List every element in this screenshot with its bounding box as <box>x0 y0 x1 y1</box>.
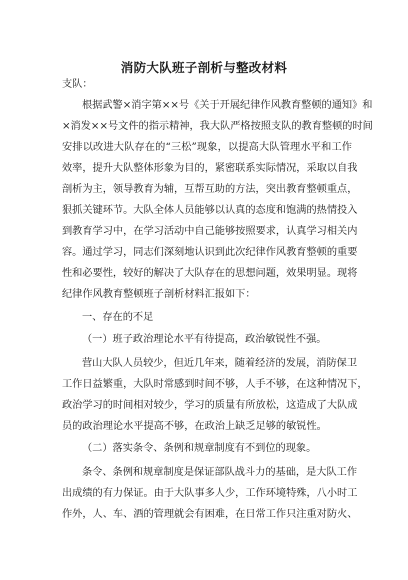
body-line: 出成绩的有力保证。由于大队事多人少，工作环境特殊，八小时工 <box>62 488 358 499</box>
body-line: 条令、条例和规章制度是保证部队战斗力的基础，是大队工作 <box>82 467 358 478</box>
body-line: 纪律作风教育整顿班子剖析材料汇报如下： <box>62 289 256 300</box>
document-title: 消防大队班子剖析与整改材料 <box>120 60 288 75</box>
body-line: 性和必要性，较好的解决了大队存在的思想问题，效果明显。现将 <box>62 268 358 279</box>
subsection-heading: （一）班子政治理论水平有待提高，政治敏锐性不强。 <box>82 334 327 345</box>
subsection-heading: （二）落实条令、条例和规章制度有不到位的现象。 <box>82 443 317 454</box>
body-line: 安排以改进大队存在的“三松”现象，以提高大队管理水平和工作 <box>62 142 352 153</box>
body-line: 作外，人、车、酒的管理就会有困难，在日常工作只注重对防火、 <box>62 509 358 520</box>
body-line: 狠抓关键环节。大队全体人员能够以认真的态度和饱满的热情投入 <box>62 205 358 216</box>
body-line: ×消发××号文件的指示精神，我大队严格按照支队的教育整顿的时间 <box>62 121 373 132</box>
salutation: 支队： <box>62 79 93 90</box>
body-line: 容。通过学习，同志们深刻地认识到此次纪律作风教育整顿的重要 <box>62 247 358 258</box>
body-line: 到教育学习中，在学习活动中自己能够按照要求，认真学习相关内 <box>62 226 358 237</box>
body-line: 剖析为主，领导教育为辅，互帮互助的方法，突出教育整顿重点， <box>62 184 358 195</box>
body-line: 政治学习的时间相对较少，学习的质量有所放松，这造成了大队成 <box>62 400 358 411</box>
body-line: 效率，提升大队整体形象为目的，紧密联系实际情况，采取以自我 <box>62 163 358 174</box>
body-line: 营山大队人员较少，但近几年来，随着经济的发展，消防保卫 <box>82 358 358 369</box>
body-line: 工作日益繁重，大队时常感到时间不够，人手不够，在这种情况下， <box>62 379 368 390</box>
section-heading: 一、存在的不足 <box>82 312 154 323</box>
body-line: 根据武警×消字第××号《关于开展纪律作风教育整顿的通知》和 <box>82 100 373 111</box>
body-line: 员的政治理论水平提高不够，在政治上缺乏足够的敏锐性。 <box>62 421 327 432</box>
